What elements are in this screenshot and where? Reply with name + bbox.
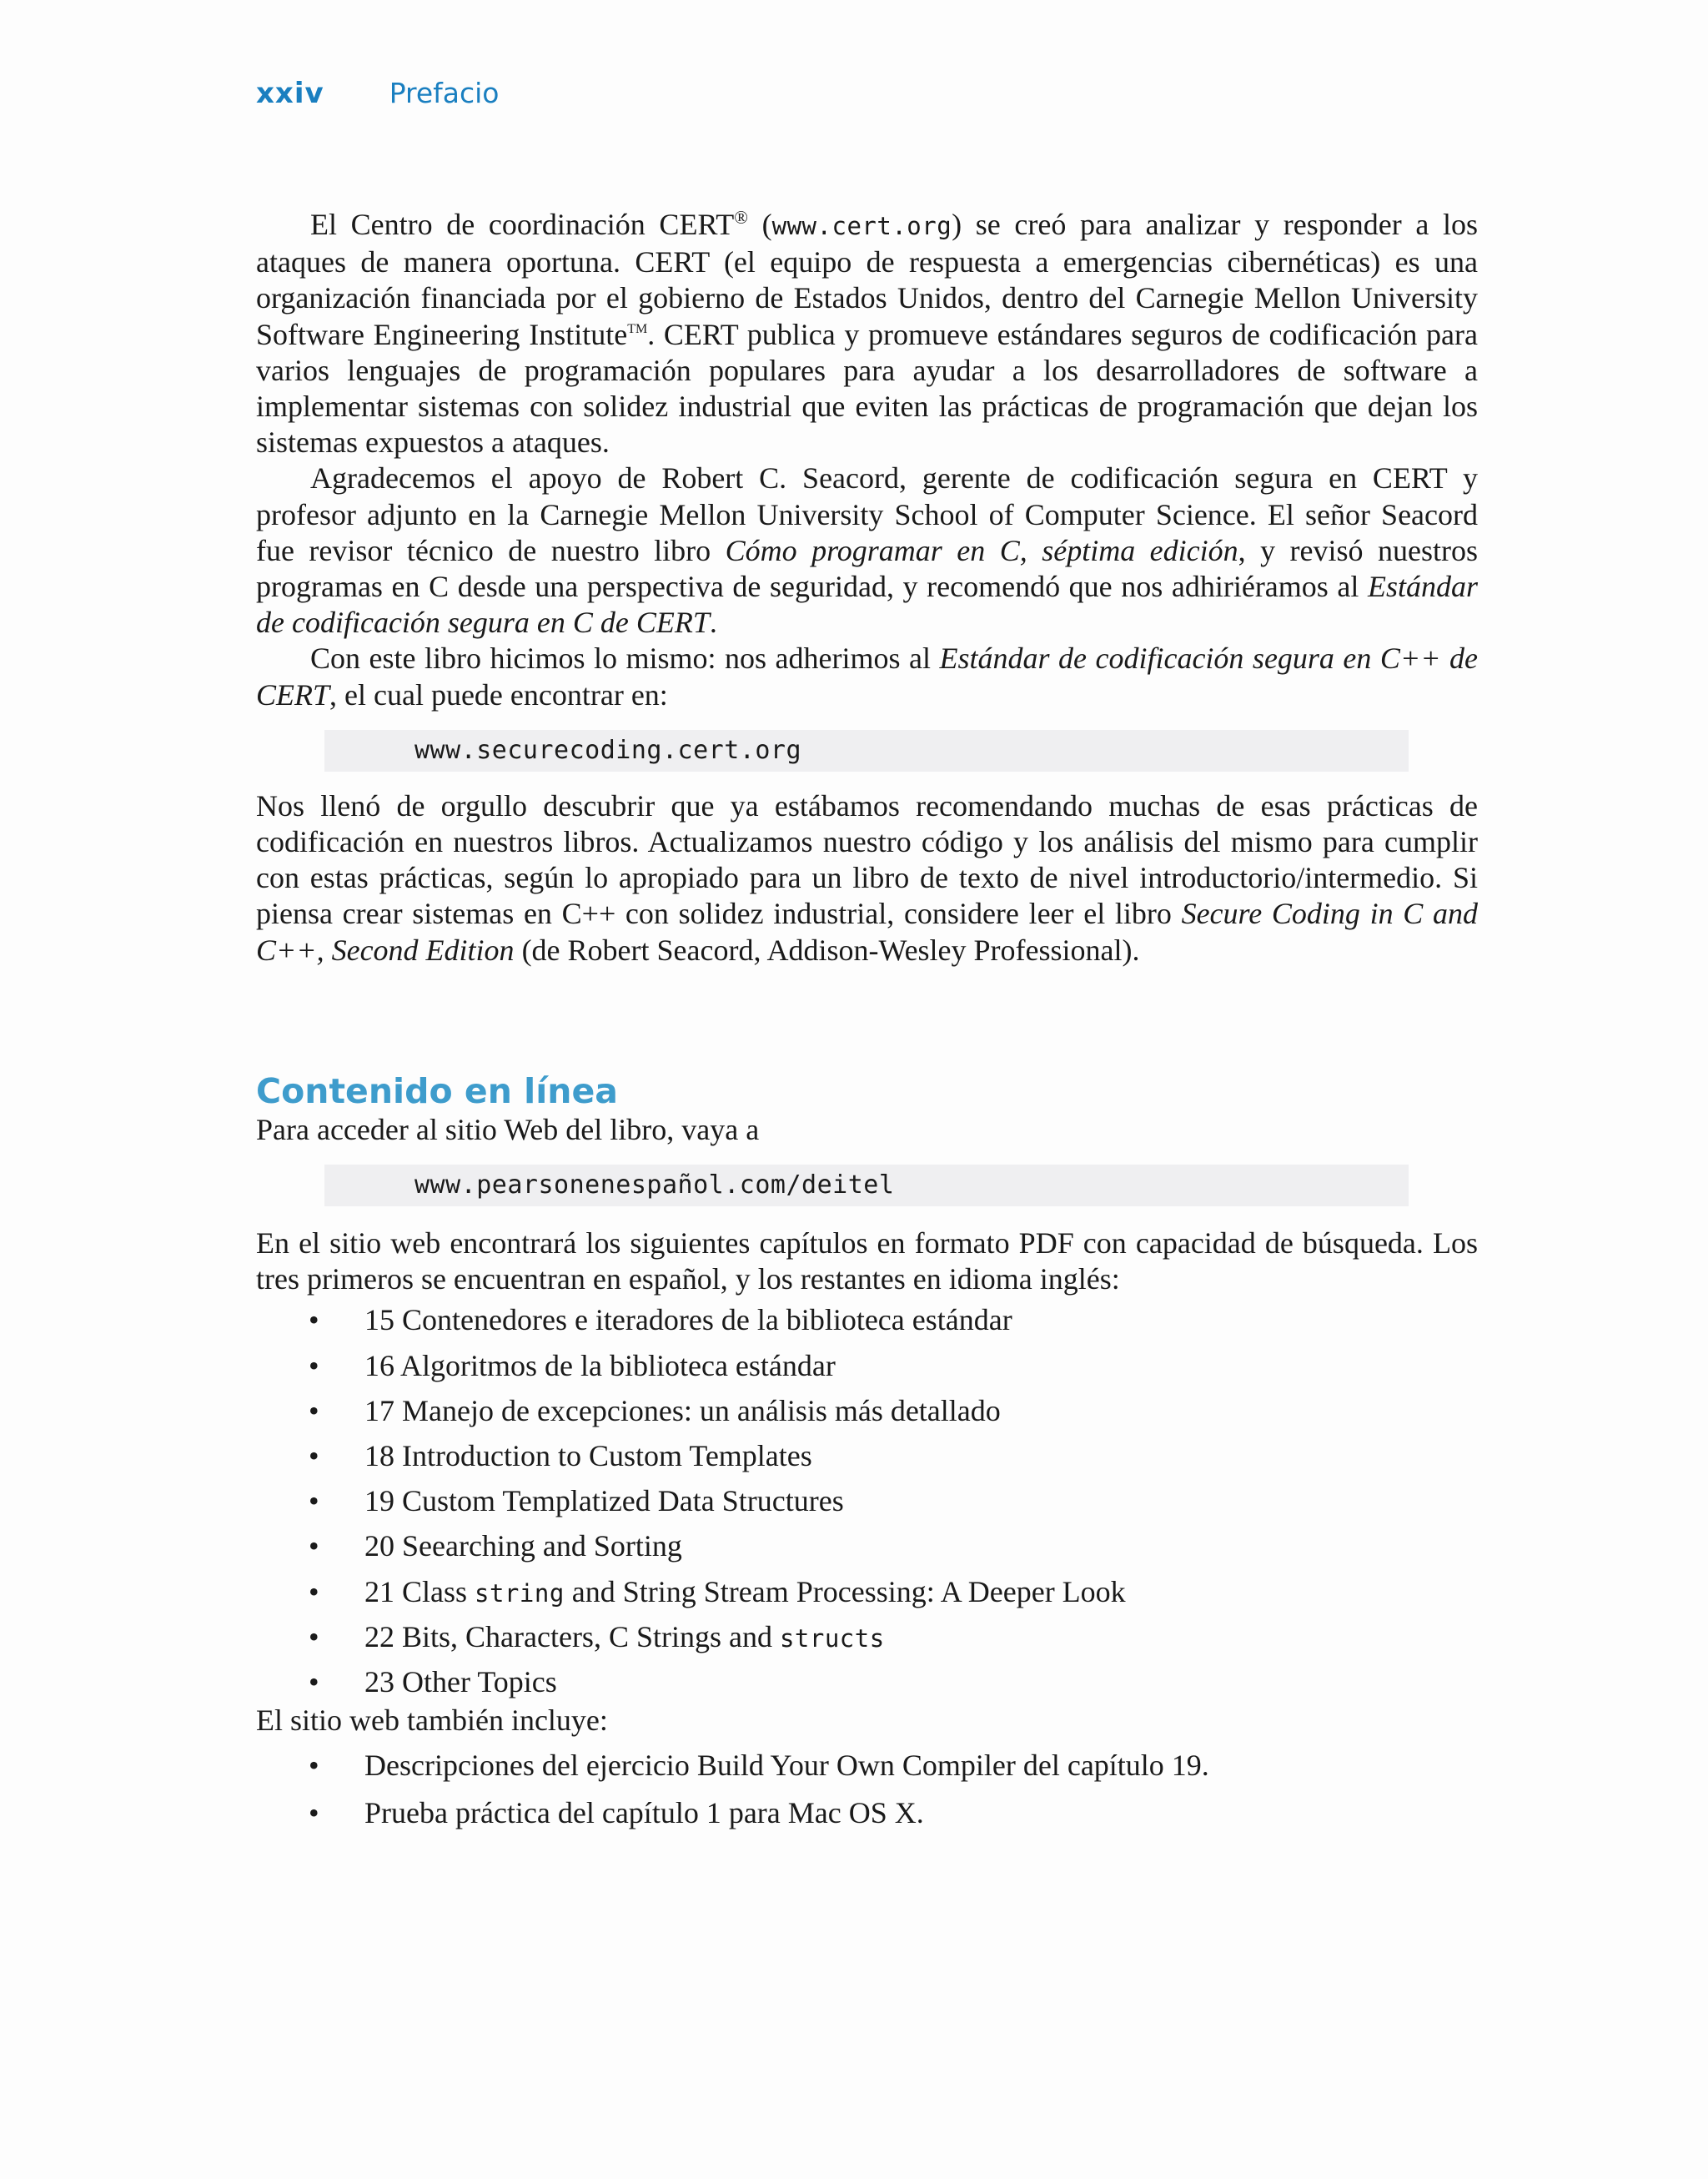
chapter-label: 17 Manejo de excepciones: un análisis más detallado bbox=[364, 1393, 1001, 1427]
page-number: xxiv bbox=[256, 77, 324, 110]
code-term: string bbox=[475, 1578, 565, 1608]
text: 21 Class bbox=[364, 1574, 475, 1608]
page-body bbox=[256, 207, 1478, 1837]
text: Nos llenó de orgullo descubrir que ya estábamos recomendando muchas de esas prácticas de codificación en nuestros libros. Actualizamos nuestro código y los análisis del mismo para cumplir con estas prácticas, según lo apropiado para un libro de texto de nivel introductorio/intermedio. Si piensa crear sistemas en C++ con solidez industrial, considere leer el libro bbox=[256, 788, 1478, 931]
trademark-mark: TM bbox=[627, 321, 648, 336]
extra-label: Prueba práctica del capítulo 1 para Mac OS X. bbox=[364, 1796, 924, 1830]
list-item bbox=[256, 1523, 1478, 1568]
bullet: • bbox=[309, 1348, 319, 1382]
book-title: Estándar de codificación segura en C de CERT bbox=[256, 570, 1478, 640]
text: ( bbox=[748, 208, 772, 241]
bullet: • bbox=[309, 1619, 319, 1653]
list-item bbox=[256, 1742, 1478, 1789]
paragraph-standard bbox=[256, 641, 1478, 712]
bullet: • bbox=[309, 1749, 319, 1783]
text: , y revisó nuestros programas en C desde una perspectiva de seguridad, y recomendó que nos adhiriéramos al bbox=[256, 533, 1478, 604]
extras-list bbox=[256, 1742, 1478, 1837]
code-url-securecoding: www.securecoding.cert.org bbox=[324, 730, 1409, 772]
extra-label: Descripciones del ejercicio Build Your Own Compiler del capítulo 19. bbox=[364, 1749, 1209, 1783]
book-title: Estándar de codificación segura en C++ de CERT bbox=[256, 642, 1478, 712]
list-item bbox=[256, 1478, 1478, 1523]
chapter-list bbox=[256, 1297, 1478, 1704]
list-item bbox=[256, 1388, 1478, 1433]
paragraph-pride bbox=[256, 788, 1478, 969]
chapter-label: 19 Custom Templatized Data Structures bbox=[364, 1484, 844, 1518]
chapter-title: Prefacio bbox=[389, 77, 500, 109]
text: . bbox=[709, 606, 717, 640]
chapter-label: 23 Other Topics bbox=[364, 1664, 557, 1698]
section-intro: Para acceder al sitio Web del libro, vaya a bbox=[256, 1112, 760, 1146]
text: ) se creó para analizar y responder a los ataques de manera oportuna. CERT (el equipo de respuesta a emergencias cibernéticas) es una organización financiada por el gobierno de Estados Unidos, dentro del Carnegie Mellon University Software Engineering Institute bbox=[256, 208, 1478, 351]
chapters-intro: En el sitio web encontrará los siguientes capítulos en formato PDF con capacidad de búsqueda. Los tres primeros se encuentran en español, y los restantes en idioma inglés: bbox=[256, 1226, 1478, 1296]
bullet: • bbox=[309, 1484, 319, 1518]
bullet: • bbox=[309, 1574, 319, 1608]
also-intro: El sitio web también incluye: bbox=[256, 1703, 608, 1738]
bullet: • bbox=[309, 1529, 319, 1563]
text: 22 Bits, Characters, C Strings and bbox=[364, 1619, 780, 1653]
text: , el cual puede encontrar en: bbox=[329, 677, 668, 712]
running-header bbox=[256, 77, 500, 118]
list-item bbox=[256, 1343, 1478, 1388]
code-term: structs bbox=[779, 1623, 885, 1653]
chapter-label: 18 Introduction to Custom Templates bbox=[364, 1439, 812, 1473]
code-url-pearson: www.pearsonenespañol.com/deitel bbox=[324, 1165, 1409, 1206]
cert-url: www.cert.org bbox=[771, 212, 952, 240]
bullet: • bbox=[309, 1796, 319, 1830]
book-title: Cómo programar en C, séptima edición bbox=[725, 533, 1238, 567]
list-item bbox=[256, 1789, 1478, 1837]
text: Agradecemos el apoyo de Robert C. Seacord, gerente de codificación segura en CERT y profesor adjunto en la Carnegie Mellon University School of Computer Science. El señor Seacord fue revisor técnico de nuestro libro bbox=[256, 461, 1478, 567]
text: and String Stream Processing: A Deeper Look bbox=[564, 1574, 1126, 1608]
bullet: • bbox=[309, 1439, 319, 1473]
list-item bbox=[256, 1297, 1478, 1342]
book-title: Secure Coding in C and C++, Second Edition bbox=[256, 897, 1478, 967]
bullet: • bbox=[309, 1393, 319, 1427]
paragraph-seacord bbox=[256, 460, 1478, 641]
list-item bbox=[256, 1433, 1478, 1478]
text: Con este libro hicimos lo mismo: nos adherimos al bbox=[310, 642, 940, 676]
list-item bbox=[256, 1614, 1478, 1659]
text: El Centro de coordinación CERT bbox=[310, 208, 735, 241]
chapter-label: 16 Algoritmos de la biblioteca estándar bbox=[364, 1348, 836, 1382]
text: (de Robert Seacord, Addison-Wesley Professional). bbox=[514, 933, 1140, 967]
list-item bbox=[256, 1569, 1478, 1614]
chapter-label: 15 Contenedores e iteradores de la biblioteca estándar bbox=[364, 1303, 1012, 1337]
list-item bbox=[256, 1659, 1478, 1704]
paragraph-cert bbox=[256, 207, 1478, 460]
bullet: • bbox=[309, 1664, 319, 1698]
registered-mark: ® bbox=[734, 207, 748, 228]
bullet: • bbox=[309, 1303, 319, 1337]
text: . CERT publica y promueve estándares seguros de codificación para varios lenguajes de programación populares para ayudar a los desarrolladores de software a implementar sistemas con solidez industrial que eviten las prácticas de programación que dejan los sistemas expuestos a ataques. bbox=[256, 317, 1478, 460]
section-heading: Contenido en línea bbox=[256, 1070, 618, 1111]
chapter-label: 20 Seearching and Sorting bbox=[364, 1529, 682, 1563]
